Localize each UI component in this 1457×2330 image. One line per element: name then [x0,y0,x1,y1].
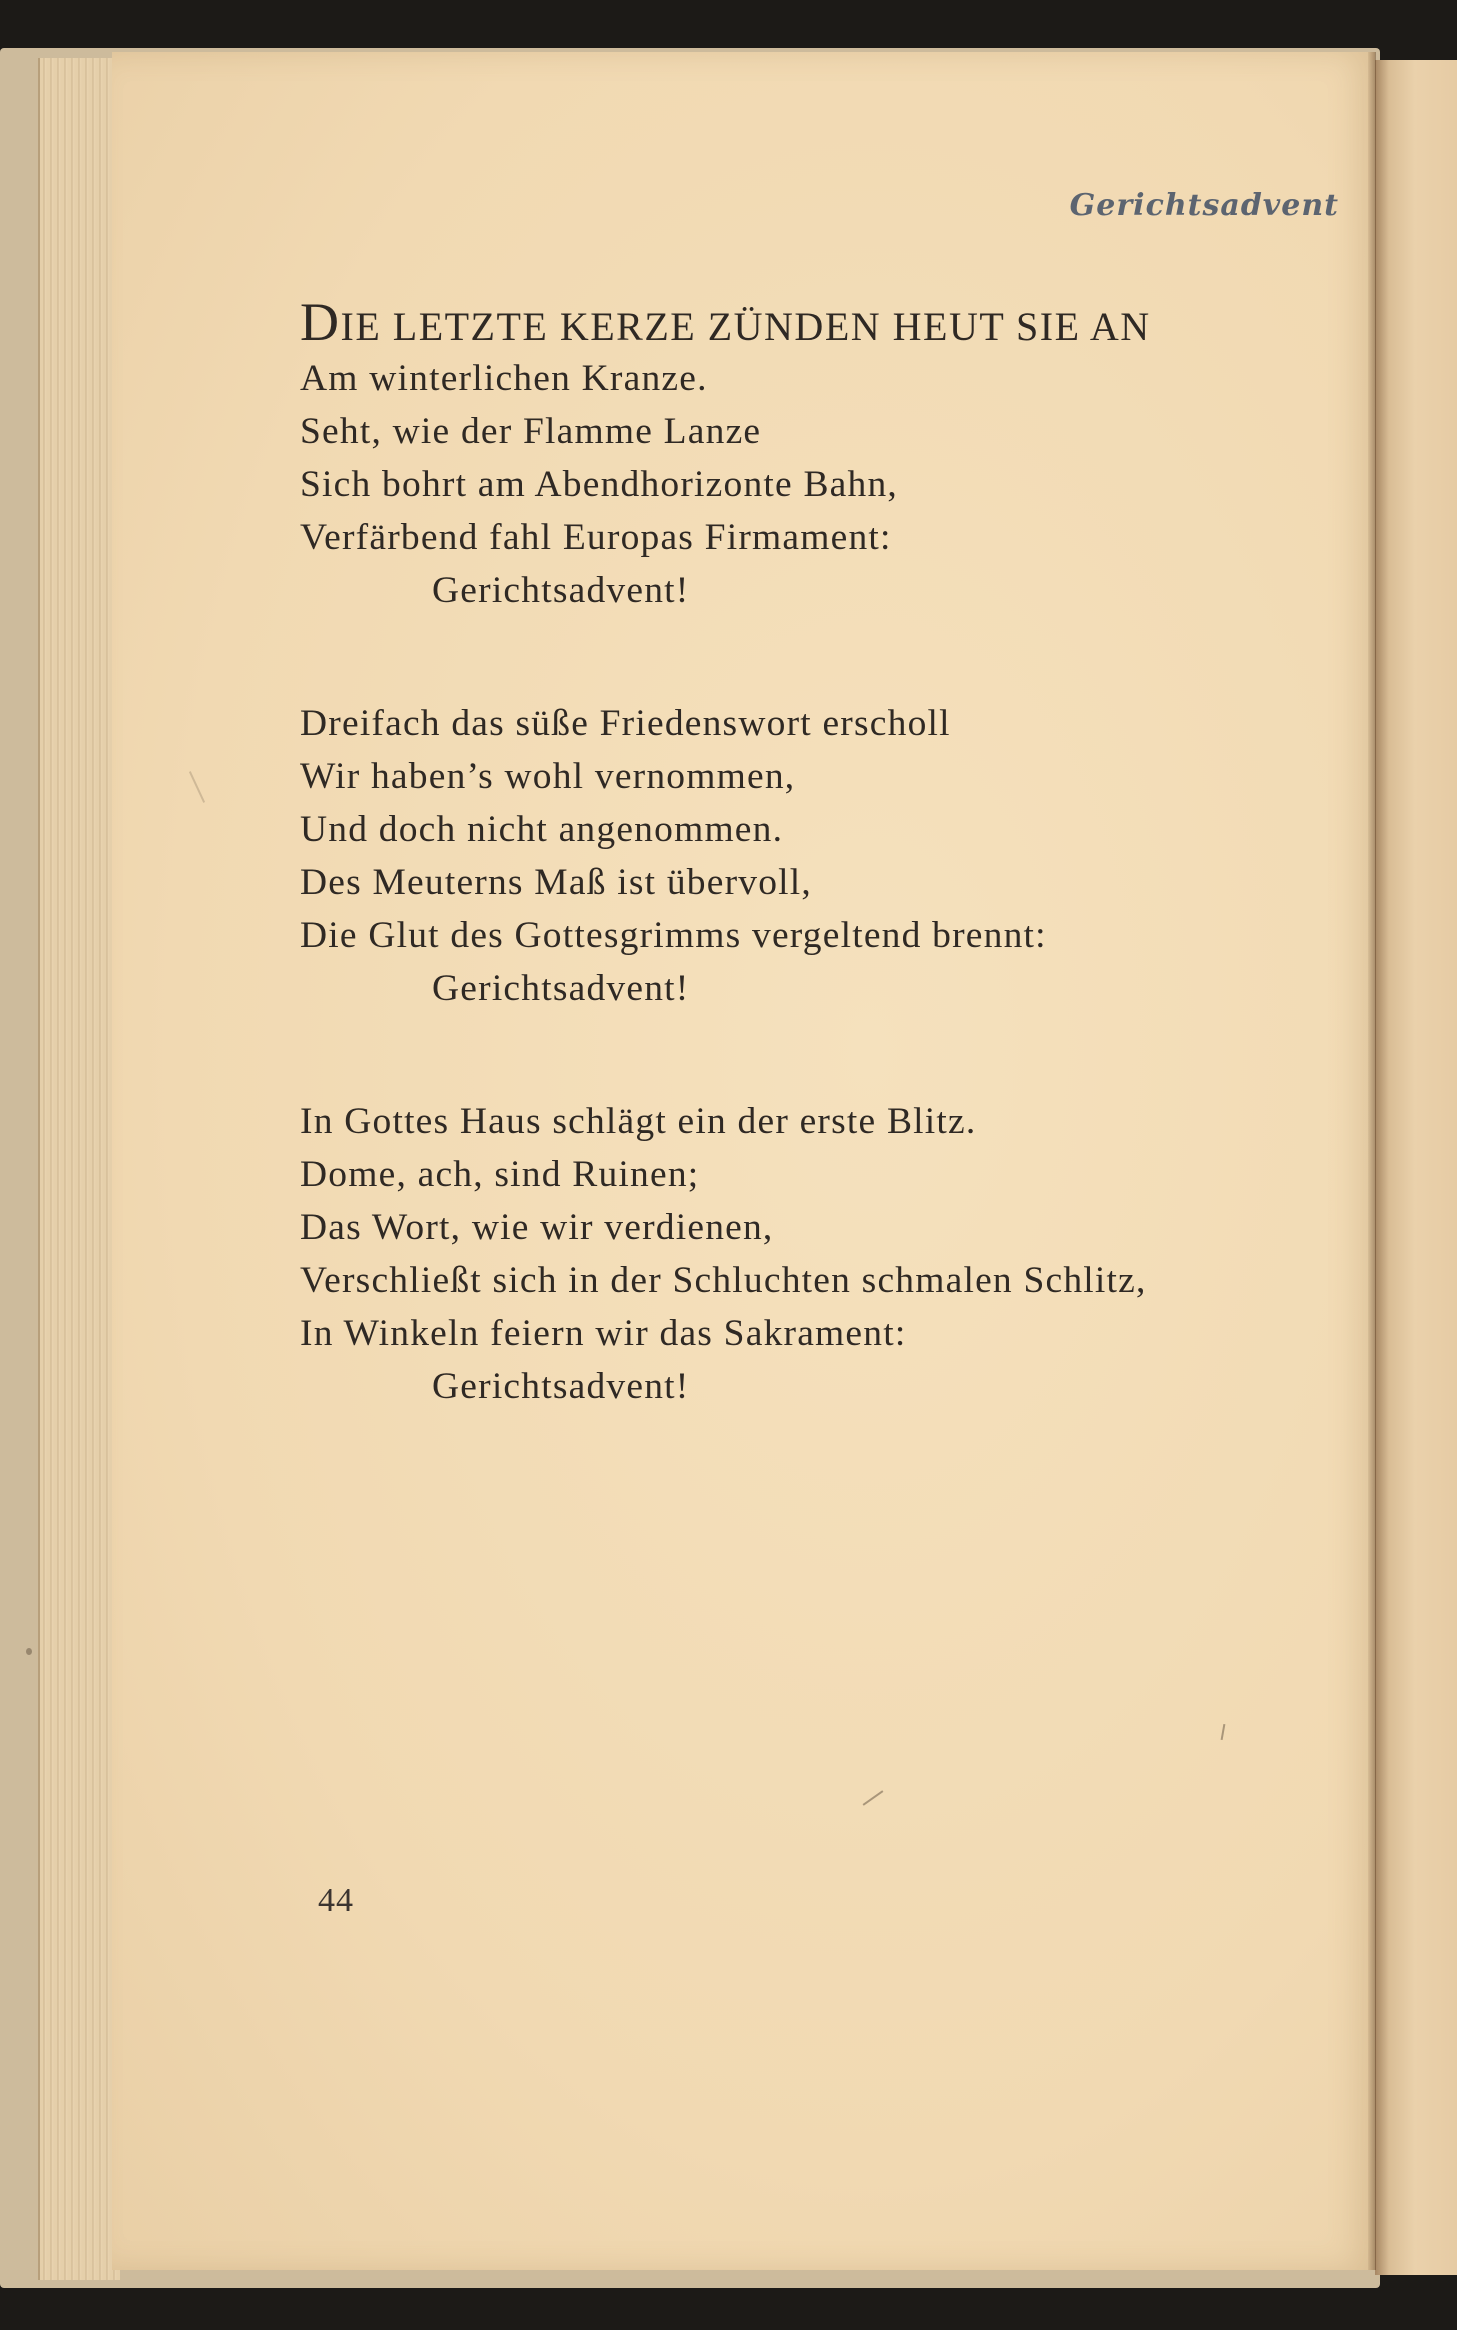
poem-line: Verschließt sich in der Schluchten schmalen Schlitz, [300,1260,1147,1301]
poem-line: In Gottes Haus schlägt ein der erste Blitz. [300,1101,977,1142]
stanza-3 [300,1095,1350,1413]
poem-line: Dreifach das süße Friedenswort erscholl [300,703,951,744]
poem-line: Am winterlichen Kranze. [300,358,708,399]
page-number: 44 [318,1882,354,1919]
refrain-line: Gerichtsadvent! [432,570,690,611]
refrain-line: Gerichtsadvent! [432,1366,690,1407]
running-title: Gerichtsadvent [1069,188,1339,223]
refrain-line: Gerichtsadvent! [432,968,690,1009]
poem-line: Verfärbend fahl Europas Firmament: [300,517,892,558]
poem-line: Seht, wie der Flamme Lanze [300,411,762,452]
paper-speck [26,1648,32,1655]
poem-line: Das Wort, wie wir verdienen, [300,1207,774,1248]
facing-page-edge [1375,60,1457,2275]
poem-line: Wir haben’s wohl vernommen, [300,756,796,797]
poem-line: Die Glut des Gottesgrimms vergeltend brennt: [300,915,1047,956]
poem [300,292,1350,1493]
stanza-2 [300,697,1350,1015]
stanza-1 [300,292,1350,617]
poem-line: In Winkeln feiern wir das Sakrament: [300,1313,907,1354]
gutter-shadow [1368,52,1376,2270]
poem-line: Dome, ach, sind Ruinen; [300,1154,700,1195]
poem-line: Des Meuterns Maß ist übervoll, [300,862,812,903]
poem-line: Und doch nicht angenommen. [300,809,784,850]
poem-line: Sich bohrt am Abendhorizonte Bahn, [300,464,898,505]
page-edges [38,58,120,2280]
poem-line: DIE LETZTE KERZE ZÜNDEN HEUT SIE AN [300,292,1151,352]
